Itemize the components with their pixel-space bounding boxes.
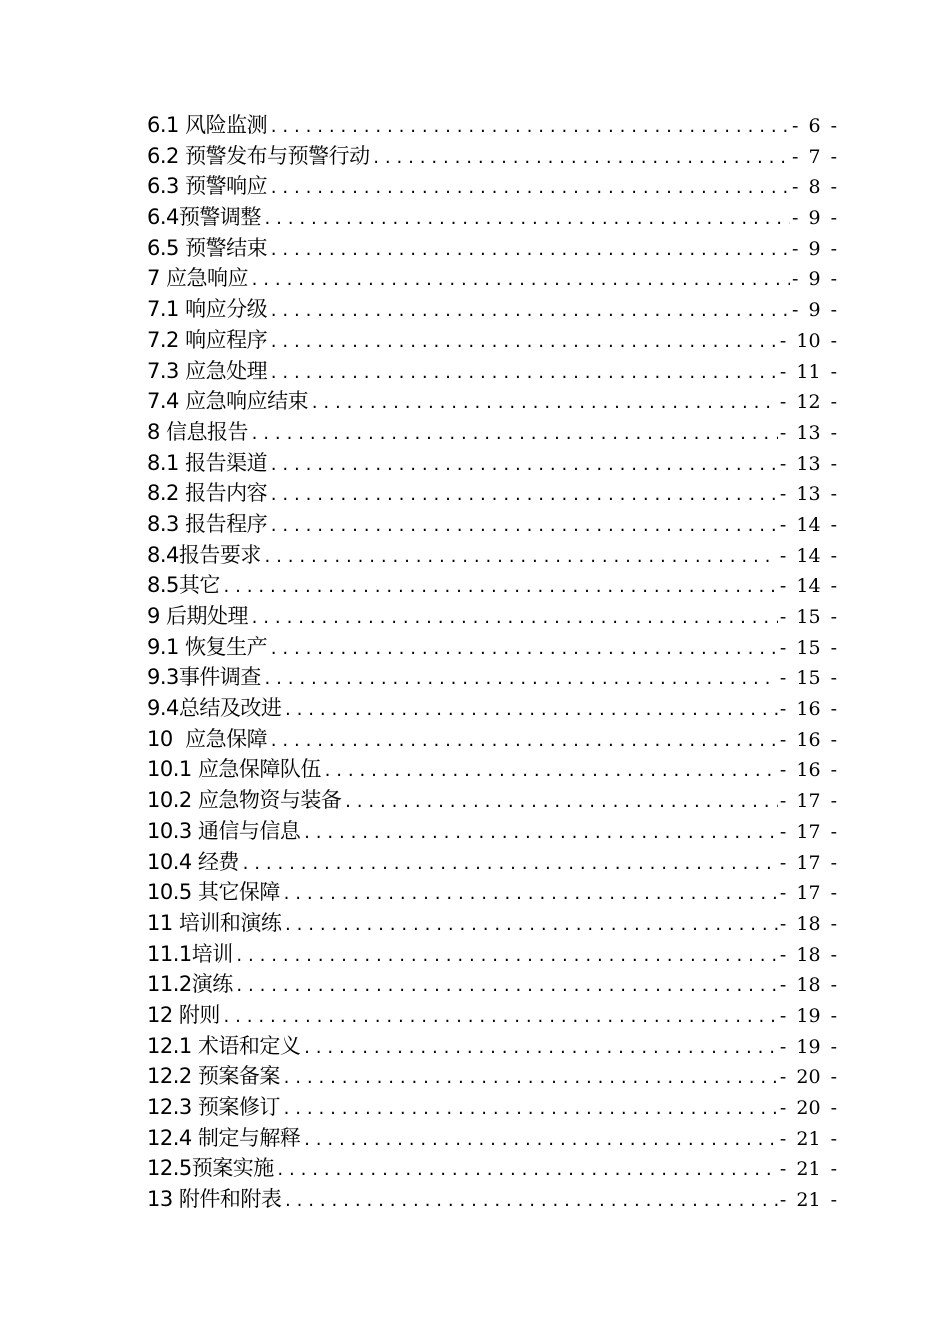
toc-entry-title: 9 后期处理 <box>147 604 249 628</box>
toc-page-number: - 21 - <box>779 1127 837 1150</box>
toc-dot-leader <box>269 173 790 202</box>
toc-dot-leader <box>269 511 778 540</box>
toc-entry-title: 7.4 应急响应结束 <box>147 389 309 414</box>
toc-page-number: - 19 - <box>779 1035 837 1058</box>
toc-entry-title: 10.3 通信与信息 <box>147 818 301 843</box>
toc-entry-title: 7.3 应急处理 <box>147 358 268 383</box>
toc-page-number: - 13 - <box>779 421 837 444</box>
toc-dot-leader <box>269 726 778 755</box>
toc-entry-title: 9.1 恢复生产 <box>147 634 268 659</box>
toc-entry-title: 10 应急保障 <box>147 726 268 751</box>
toc-page-number: - 9 - <box>791 207 837 230</box>
toc-page-number: - 10 - <box>779 329 837 352</box>
toc-dot-leader <box>302 1125 777 1154</box>
toc-dot-leader <box>269 450 778 479</box>
toc-page-number: - 20 - <box>779 1066 837 1089</box>
toc-entry-title: 12.5预案实施 <box>147 1156 274 1181</box>
toc-dot-leader <box>269 358 778 387</box>
toc-dot-leader <box>323 756 778 785</box>
toc-entry[interactable] <box>147 478 837 509</box>
toc-entry-title: 12 附则 <box>147 1002 220 1027</box>
toc-entry-title: 7 应急响应 <box>147 266 249 291</box>
toc-page-number: - 13 - <box>779 483 837 506</box>
toc-entry-title: 8.3 报告程序 <box>147 511 268 536</box>
toc-entry[interactable] <box>147 417 837 448</box>
toc-entry-title: 6.4预警调整 <box>147 205 261 230</box>
toc-page-number: - 11 - <box>779 360 837 383</box>
toc-dot-leader <box>235 941 778 970</box>
toc-page-number: - 17 - <box>779 851 837 874</box>
toc-dot-leader <box>302 818 777 847</box>
table-of-contents <box>147 110 837 1215</box>
toc-entry[interactable] <box>147 202 837 233</box>
toc-page-number: - 15 - <box>779 667 837 690</box>
toc-entry[interactable] <box>147 1061 837 1092</box>
toc-dot-leader <box>269 296 790 325</box>
toc-dot-leader <box>310 388 778 417</box>
toc-page-number: - 9 - <box>791 268 837 291</box>
toc-page-number: - 17 - <box>779 882 837 905</box>
toc-dot-leader <box>250 419 778 448</box>
toc-entry[interactable] <box>147 509 837 540</box>
toc-entry-title: 12.1 术语和定义 <box>147 1033 301 1058</box>
toc-entry-title: 8.2 报告内容 <box>147 481 268 506</box>
toc-entry[interactable] <box>147 754 837 785</box>
toc-entry[interactable] <box>147 171 837 202</box>
toc-entry-title: 6.5 预警结束 <box>147 235 268 260</box>
toc-dot-leader <box>282 1063 778 1092</box>
toc-entry-title: 11.2演练 <box>147 972 233 997</box>
toc-dot-leader <box>283 910 777 939</box>
toc-dot-leader <box>269 327 778 356</box>
toc-page-number: - 20 - <box>779 1097 837 1119</box>
toc-dot-leader <box>372 143 790 172</box>
toc-entry[interactable] <box>147 632 837 663</box>
toc-page-number: - 19 - <box>779 1004 837 1027</box>
toc-page-number: - 16 - <box>779 728 837 751</box>
toc-entry[interactable] <box>147 325 837 356</box>
toc-dot-leader <box>222 572 778 601</box>
toc-page-number: - 17 - <box>779 790 837 813</box>
toc-page-number: - 9 - <box>791 299 837 322</box>
toc-entry-title: 10.1 应急保障队伍 <box>147 757 321 782</box>
toc-entry[interactable] <box>147 233 837 264</box>
toc-dot-leader <box>282 1094 778 1123</box>
toc-dot-leader <box>263 204 790 233</box>
toc-page-number: - 17 - <box>779 820 837 843</box>
toc-entry-title: 6.2 预警发布与预警行动 <box>147 143 370 168</box>
toc-dot-leader <box>282 879 778 908</box>
toc-entry-title: 13 附件和附表 <box>147 1187 282 1212</box>
toc-page-number: - 21 - <box>779 1189 837 1212</box>
toc-entry[interactable] <box>147 1031 837 1062</box>
toc-page-number: - 18 - <box>779 912 837 935</box>
toc-entry-title: 11.1培训 <box>147 941 233 966</box>
toc-entry-title: 7.1 响应分级 <box>147 297 268 322</box>
toc-page-number: - 14 - <box>779 575 837 598</box>
toc-entry-title: 12.3 预案修订 <box>147 1095 280 1119</box>
toc-entry[interactable] <box>147 294 837 325</box>
toc-page-number: - 6 - <box>791 115 837 137</box>
toc-entry[interactable] <box>147 908 837 939</box>
toc-dot-leader <box>222 1002 778 1031</box>
toc-page-number: - 15 - <box>779 636 837 659</box>
toc-entry[interactable] <box>147 540 837 571</box>
toc-page-number: - 21 - <box>779 1158 837 1181</box>
toc-dot-leader <box>250 603 778 632</box>
toc-entry[interactable] <box>147 724 837 755</box>
toc-page-number: - 12 - <box>779 391 837 414</box>
toc-dot-leader <box>269 112 790 141</box>
toc-entry[interactable] <box>147 356 837 387</box>
toc-dot-leader <box>343 787 777 816</box>
toc-entry-title: 12.2 预案备案 <box>147 1064 280 1089</box>
toc-entry[interactable] <box>147 939 837 970</box>
toc-entry[interactable] <box>147 448 837 479</box>
toc-dot-leader <box>302 1033 777 1062</box>
toc-page-number: - 9 - <box>791 237 837 260</box>
toc-entry[interactable] <box>147 785 837 816</box>
toc-entry-title: 6.3 预警响应 <box>147 174 268 199</box>
toc-entry[interactable] <box>147 847 837 878</box>
toc-entry[interactable] <box>147 263 837 294</box>
toc-entry-title: 8 信息报告 <box>147 419 249 444</box>
toc-dot-leader <box>269 634 778 663</box>
toc-dot-leader <box>241 849 778 878</box>
toc-entry[interactable] <box>147 816 837 847</box>
toc-dot-leader <box>263 664 778 693</box>
toc-entry[interactable] <box>147 601 837 632</box>
toc-entry-title: 8.1 报告渠道 <box>147 450 268 475</box>
toc-entry-title: 11 培训和演练 <box>147 910 282 935</box>
toc-entry-title: 10.5 其它保障 <box>147 880 280 905</box>
toc-page-number: - 7 - <box>791 145 837 168</box>
toc-entry-title: 9.4总结及改进 <box>147 696 282 721</box>
toc-entry[interactable] <box>147 1153 837 1184</box>
toc-dot-leader <box>269 480 778 509</box>
toc-entry[interactable] <box>147 1092 837 1123</box>
toc-entry[interactable] <box>147 969 837 1000</box>
toc-dot-leader <box>276 1155 778 1184</box>
toc-page-number: - 18 - <box>779 974 837 997</box>
toc-page-number: - 16 - <box>779 698 837 721</box>
toc-entry[interactable] <box>147 386 837 417</box>
toc-page-number: - 13 - <box>779 452 837 475</box>
toc-page-number: - 8 - <box>791 176 837 199</box>
toc-entry-title: 10.2 应急物资与装备 <box>147 788 342 813</box>
toc-dot-leader <box>235 971 778 1000</box>
toc-entry-title: 8.4报告要求 <box>147 542 261 567</box>
toc-entry[interactable] <box>147 570 837 601</box>
toc-entry[interactable] <box>147 693 837 724</box>
toc-dot-leader <box>269 235 790 264</box>
toc-entry[interactable] <box>147 1184 837 1215</box>
toc-page-number: - 18 - <box>779 943 837 966</box>
toc-entry-title: 12.4 制定与解释 <box>147 1125 301 1150</box>
toc-entry[interactable] <box>147 1123 837 1154</box>
toc-dot-leader <box>283 1186 777 1215</box>
toc-entry[interactable] <box>147 110 837 141</box>
toc-entry[interactable] <box>147 877 837 908</box>
toc-page-number: - 14 - <box>779 513 837 536</box>
toc-entry[interactable] <box>147 141 837 172</box>
toc-entry-title: 10.4 经费 <box>147 849 239 874</box>
toc-dot-leader <box>283 695 777 724</box>
toc-entry[interactable] <box>147 662 837 693</box>
toc-entry[interactable] <box>147 1000 837 1031</box>
toc-page-number: - 15 - <box>779 606 837 628</box>
toc-entry-title: 8.5其它 <box>147 573 220 598</box>
toc-dot-leader <box>250 265 790 294</box>
toc-dot-leader <box>263 542 778 571</box>
toc-page-number: - 14 - <box>779 544 837 567</box>
toc-entry-title: 6.1 风险监测 <box>147 113 268 137</box>
toc-page-number: - 16 - <box>779 759 837 782</box>
toc-entry-title: 9.3事件调查 <box>147 665 261 690</box>
toc-entry-title: 7.2 响应程序 <box>147 327 268 352</box>
